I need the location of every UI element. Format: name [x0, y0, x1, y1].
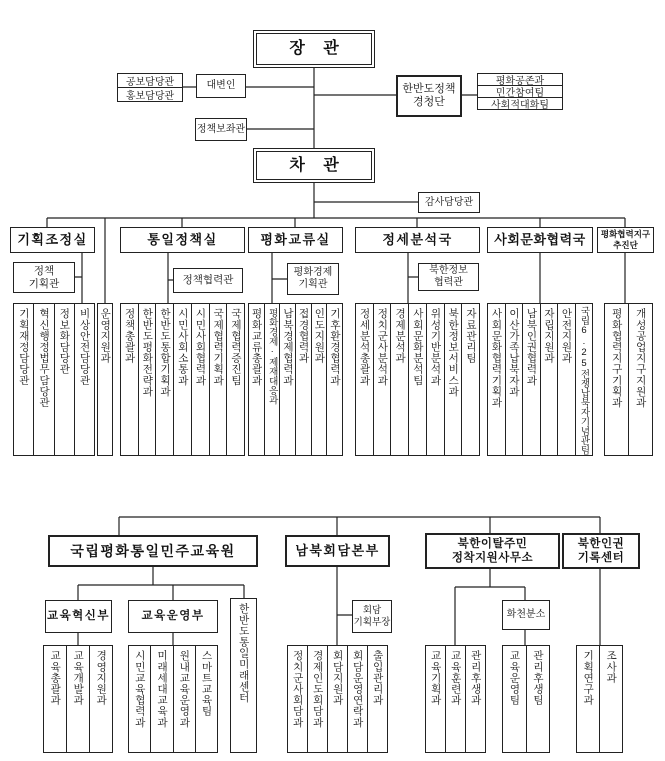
division-group-hwacheon-branch: [502, 645, 550, 753]
officer-box-policy-planning: 정책 기획관: [13, 262, 75, 293]
listening-sub-box: 민간참여팀: [477, 85, 563, 98]
affiliate-header-education-institute: 국립평화통일민주교육원: [48, 535, 258, 567]
division-group-social-cultural: [487, 303, 593, 456]
division-box: 자립지원과: [540, 303, 559, 456]
division-box: 국제협력기획과: [209, 303, 228, 456]
division-box-unification-future-center: 한반도통일미래센터: [230, 598, 257, 753]
division-box: 기획재정담당관: [13, 303, 34, 456]
division-box: 평화협력지구기획과: [604, 303, 629, 456]
dept-header-planning-coordination: 기획조정실: [10, 227, 95, 253]
division-box: 회담운영연락과: [347, 645, 368, 753]
affiliate-header-settlement-office: 북한이탈주민 정착지원사무소: [425, 533, 560, 569]
division-box: 미래세대교육과: [150, 645, 173, 753]
minister-box: 장 관: [253, 30, 375, 68]
dept-header-peace-exchange: 평화교류실: [248, 227, 343, 253]
division-box: 사회문화분석팀: [408, 303, 427, 456]
division-box: 조사과: [599, 645, 623, 753]
division-box: 평화교류총괄과: [248, 303, 265, 456]
division-box: 경제분석과: [390, 303, 409, 456]
spokesperson-box: 대변인: [196, 74, 246, 98]
division-box: 북한정보서비스과: [444, 303, 463, 456]
division-box: 사회문화협력기획과: [487, 303, 506, 456]
division-box: 시민사회협력과: [191, 303, 210, 456]
division-box: 개성공업지구지원과: [628, 303, 653, 456]
vice-minister-box: 차 관: [253, 148, 375, 183]
listening-sub-box: 사회적대화팀: [477, 97, 563, 110]
division-box: 교육총괄과: [43, 645, 67, 753]
subdept-header-education-innovation: 교육혁신부: [45, 600, 112, 633]
affiliate-header-talks-headquarters: 남북회담본부: [285, 535, 390, 567]
officer-box-talks-planning-director: 회담 기획부장: [352, 600, 392, 633]
division-box: 교육개발과: [66, 645, 90, 753]
division-box: 원내교육운영과: [173, 645, 196, 753]
division-box: 남북경제협력과: [279, 303, 296, 456]
division-box: 시민사회소통과: [173, 303, 192, 456]
division-box: 정세분석총괄과: [355, 303, 374, 456]
division-group-education-innovation: [43, 645, 113, 753]
policy-aide-box: 정책보좌관: [195, 118, 247, 141]
division-box: 위성기반분석과: [426, 303, 445, 456]
division-box: 교육운영팀: [502, 645, 527, 753]
division-box: 이산가족납북자과: [505, 303, 524, 456]
division-group-planning: [13, 303, 95, 456]
affiliate-header-human-rights-center: 북한인권 기록센터: [562, 533, 640, 569]
officer-box-policy-cooperation: 정책협력관: [173, 268, 243, 293]
listening-team-box: 한반도정책 경청단: [396, 75, 462, 117]
division-box: 스마트교육팀: [195, 645, 218, 753]
division-group-talks: [287, 645, 388, 753]
division-group-education-operation: [128, 645, 218, 753]
division-box: 안전지원과: [557, 303, 576, 456]
division-box: 기획연구과: [576, 645, 600, 753]
dept-header-social-cultural: 사회문화협력국: [487, 227, 593, 253]
dept-header-peace-zone: 평화협력지구 추진단: [597, 227, 654, 253]
branch-box-hwacheon: 화천분소: [502, 600, 550, 630]
division-box: 국제협력증진팀: [226, 303, 245, 456]
division-box: 시민교육협력과: [128, 645, 151, 753]
division-group-settlement-office: [425, 645, 486, 753]
division-box-operations-support: 운영지원과: [97, 303, 113, 456]
division-box: 한반도평화전략과: [138, 303, 157, 456]
division-box: 관리후생팀: [526, 645, 551, 753]
pr-officer-box: 홍보담당관: [117, 87, 183, 102]
officer-box-nk-information: 북한정보 협력관: [418, 263, 479, 291]
division-box: 관리후생과: [465, 645, 486, 753]
division-box: 접경협력과: [295, 303, 312, 456]
division-box: 한반도통합기획과: [155, 303, 174, 456]
division-group-peace-zone: [604, 303, 653, 456]
division-box: 국립6.25전쟁납북자기념관팀: [575, 303, 594, 456]
subdept-header-education-operation: 교육운영부: [128, 600, 218, 633]
audit-officer-box: 감사담당관: [418, 192, 480, 213]
division-box: 인도지원과: [311, 303, 328, 456]
division-box: 정보화담당관: [54, 303, 75, 456]
division-box: 교육훈련과: [445, 645, 466, 753]
division-group-peace-exchange: [248, 303, 343, 456]
division-box: 정치군사회담과: [287, 645, 308, 753]
division-box: 경영지원과: [89, 645, 113, 753]
division-box: 출입관리과: [367, 645, 388, 753]
division-group-unification-policy: [120, 303, 245, 456]
division-box: 남북인권협력과: [522, 303, 541, 456]
division-box: 정치군사분석과: [373, 303, 392, 456]
division-group-situation-analysis: [355, 303, 480, 456]
division-box: 평화경제·제재대응과: [264, 303, 281, 456]
dept-header-unification-policy: 통일정책실: [120, 227, 245, 253]
division-box: 혁신행정법무담당관: [33, 303, 54, 456]
division-box: 경제인도회담과: [307, 645, 328, 753]
listening-sub-stack: [477, 73, 563, 110]
listening-sub-box: 평화공존과: [477, 73, 563, 86]
dept-header-situation-analysis: 정세분석국: [355, 227, 480, 253]
division-group-human-rights-center: [576, 645, 623, 753]
division-box: 정책총괄과: [120, 303, 139, 456]
division-box: 교육기획과: [425, 645, 446, 753]
pr-officer-stack: [117, 73, 183, 102]
division-box: 기후환경협력과: [326, 303, 343, 456]
officer-box-peace-economy: 평화경제 기획관: [287, 263, 339, 295]
division-box: 비상안전담당관: [74, 303, 95, 456]
division-box: 자료관리팀: [461, 303, 480, 456]
pr-officer-box: 공보담당관: [117, 73, 183, 88]
division-box: 회담지원과: [327, 645, 348, 753]
